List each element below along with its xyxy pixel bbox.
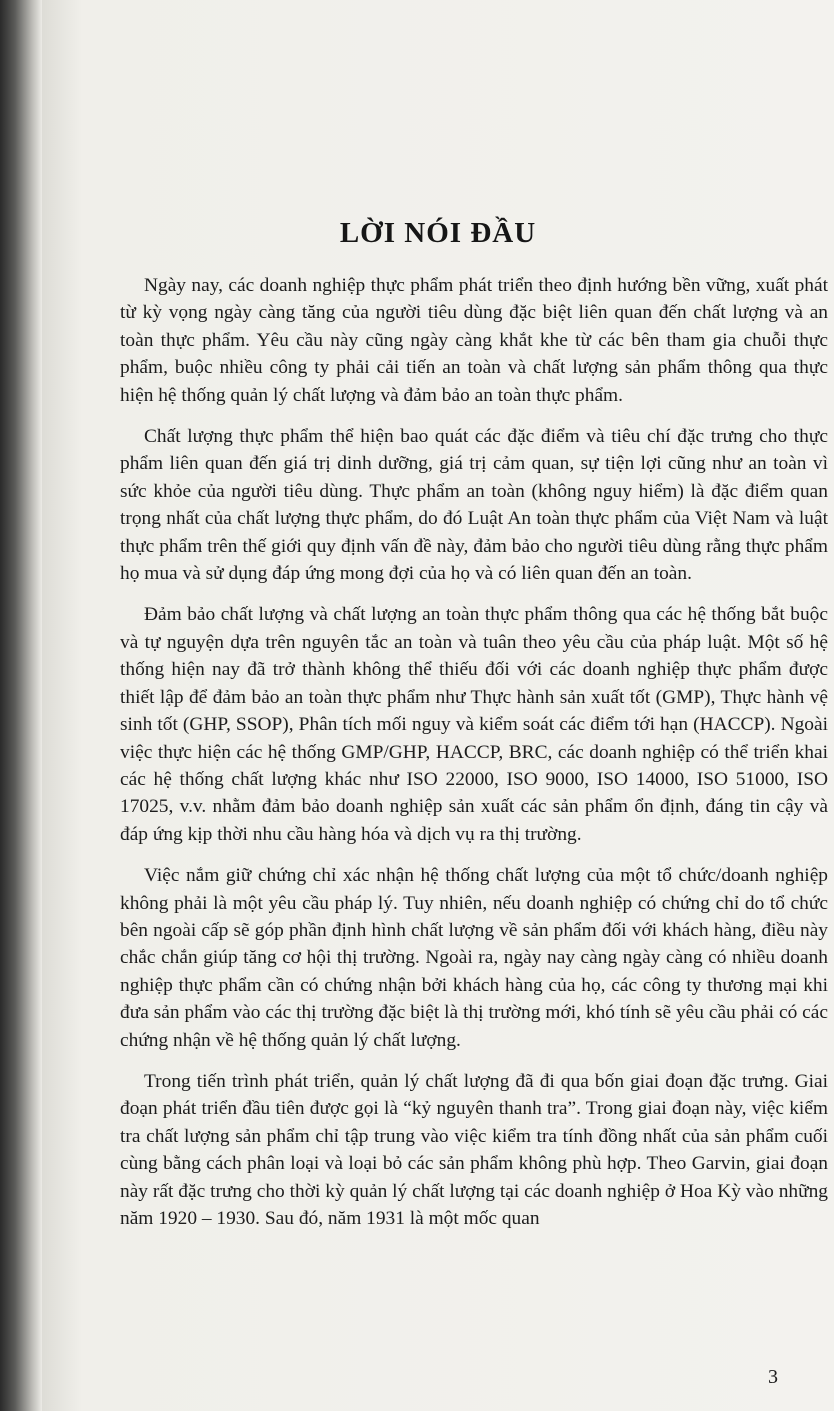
paragraph-2: Chất lượng thực phẩm thể hiện bao quát các đặc điểm và tiêu chí đặc trưng cho thực phẩm liên quan đến giá trị dinh dưỡng, giá trị cảm quan, sự tiện lợi cũng như an toàn vì sức khỏe của người tiêu dùng. Thực phẩm an toàn (không nguy hiểm) là đặc điểm quan trọng nhất của chất lượng thực phẩm, do đó Luật An toàn thực phẩm của Việt Nam và luật thực phẩm trên thế giới quy định vấn đề này, đảm bảo cho người tiêu dùng rằng thực phẩm họ mua và sử dụng đáp ứng mong đợi của họ và có liên quan đến an toàn. — [120, 426, 828, 585]
book-spine-shadow — [0, 0, 42, 1411]
paragraph-5: Trong tiến trình phát triển, quản lý chất lượng đã đi qua bốn giai đoạn đặc trưng. Giai đoạn phát triển đầu tiên được gọi là “kỷ nguyên thanh tra”. Trong giai đoạn này, việc kiểm tra chất lượng sản phẩm chỉ tập trung vào việc kiểm tra tính đồng nhất của sản phẩm cuối cùng bằng cách phân loại và loại bỏ các sản phẩm không phù hợp. Theo Garvin, giai đoạn này rất đặc trưng cho thời kỳ quản lý chất lượng tại các doanh nghiệp ở Hoa Kỳ vào những năm 1920 – 1930. Sau đó, năm 1931 là một mốc quan — [120, 1070, 828, 1229]
paragraph-4: Việc nắm giữ chứng chỉ xác nhận hệ thống chất lượng của một tổ chức/doanh nghiệp không phải là một yêu cầu pháp lý. Tuy nhiên, nếu doanh nghiệp có chứng chỉ do tổ chức bên ngoài cấp sẽ góp phần định hình chất lượng về sản phẩm đối với khách hàng, điều này chắc chắn giúp tăng cơ hội thị trường. Ngoài ra, ngày nay càng ngày càng có nhiều doanh nghiệp thực phẩm cần có chứng nhận bởi khách hàng của họ, các công ty thương mại khi đưa sản phẩm vào các thị trường đặc biệt là thị trường mới, khó tính sẽ yêu cầu phải có các chứng nhận về hệ thống quản lý chất lượng. — [120, 865, 828, 1051]
page-title: LỜI NÓI ĐẦU — [339, 217, 537, 250]
paragraph-3: Đảm bảo chất lượng và chất lượng an toàn thực phẩm thông qua các hệ thống bắt buộc và tự nguyện dựa trên nguyên tắc an toàn và tuân theo yêu cầu của pháp luật. Một số hệ thống hiện nay đã trở thành không thể thiếu đối với các doanh nghiệp thực phẩm được thiết lập để đảm bảo an toàn thực phẩm như Thực hành sản xuất tốt (GMP), Thực hành vệ sinh tốt (GHP, SSOP), Phân tích mối nguy và kiểm soát các điểm tới hạn (HACCP). Ngoài việc thực hiện các hệ thống GMP/GHP, HACCP, BRC, các doanh nghiệp có thể triển khai các hệ thống chất lượng khác như ISO 22000, ISO 9000, ISO 14000, ISO 51000, ISO 17025, v.v. nhằm đảm bảo doanh nghiệp sản xuất các sản phẩm ổn định, đáng tin cậy và đáp ứng kịp thời nhu cầu hàng hóa và dịch vụ ra thị trường. — [120, 604, 828, 845]
book-page — [42, 0, 834, 1411]
page-body — [120, 272, 828, 1246]
page-number: 3 — [768, 1366, 778, 1388]
paragraph-1: Ngày nay, các doanh nghiệp thực phẩm phát triển theo định hướng bền vững, xuất phát từ kỳ vọng ngày càng tăng của người tiêu dùng đặc biệt liên quan đến chất lượng và an toàn thực phẩm. Yêu cầu này cũng ngày càng khắt khe từ các bên tham gia chuỗi thực phẩm, buộc nhiều công ty phải cải tiến an toàn và chất lượng sản phẩm thông qua thực hiện hệ thống quản lý chất lượng và đảm bảo an toàn thực phẩm. — [120, 275, 828, 406]
